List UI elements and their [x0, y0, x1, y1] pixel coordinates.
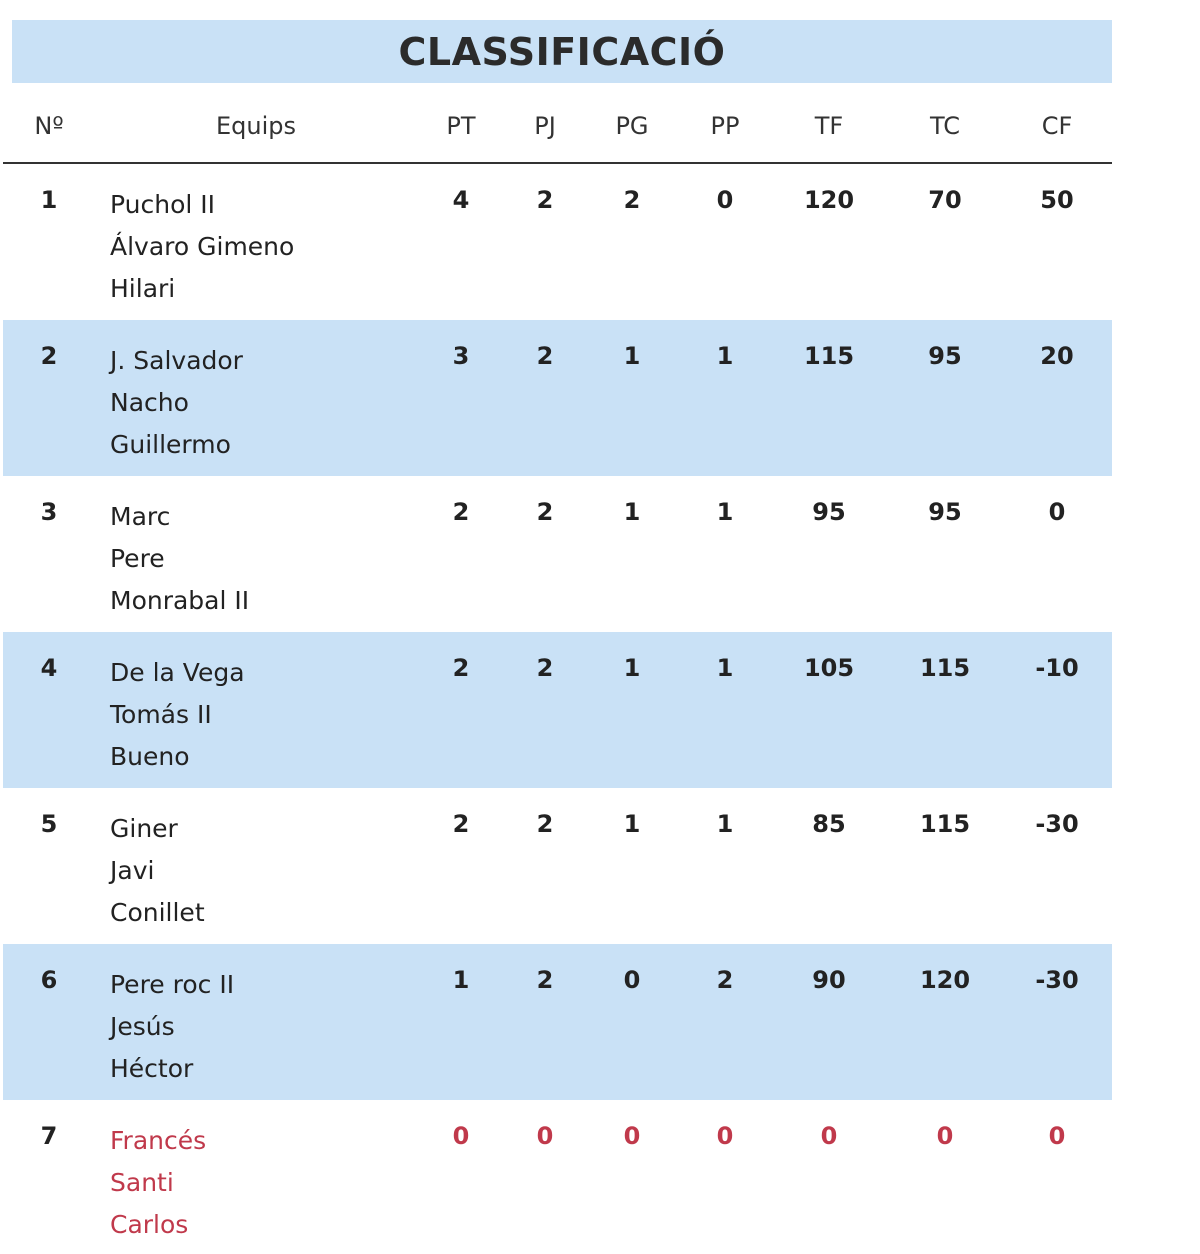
player-name: Pere roc II: [110, 970, 235, 999]
cf-cell: 20: [1040, 342, 1074, 370]
player-name: J. Salvador: [110, 346, 243, 375]
pj-cell: 2: [536, 186, 554, 214]
table-row: [3, 320, 1112, 476]
tf-cell: 90: [812, 966, 846, 994]
pp-cell: 1: [716, 810, 734, 838]
player-name: Puchol II: [110, 190, 216, 219]
team-players: [110, 964, 234, 1090]
pp-cell: 1: [716, 498, 734, 526]
player-name: Francés: [110, 1126, 207, 1155]
table-row: [3, 632, 1112, 788]
player-name: Nacho: [110, 388, 189, 417]
cf-cell: -30: [1035, 810, 1079, 838]
table-row: [3, 944, 1112, 1100]
team-players: [110, 340, 243, 466]
pp-cell: 0: [716, 186, 734, 214]
pj-cell: 2: [536, 810, 554, 838]
tf-cell: 85: [812, 810, 846, 838]
tc-cell: 120: [919, 966, 971, 994]
pp-cell: 1: [716, 342, 734, 370]
tc-cell: 95: [928, 342, 962, 370]
pg-cell: 1: [623, 498, 641, 526]
tc-cell: 115: [919, 810, 971, 838]
col-header-tc: TC: [929, 112, 961, 140]
tc-cell: 70: [928, 186, 962, 214]
pg-cell: 2: [623, 186, 641, 214]
col-header-tf: TF: [814, 112, 844, 140]
tc-cell: 95: [928, 498, 962, 526]
tc-cell: 115: [919, 654, 971, 682]
pp-cell: 2: [716, 966, 734, 994]
tf-cell: 115: [803, 342, 855, 370]
player-name: Monrabal II: [110, 586, 250, 615]
table-row: [3, 1100, 1112, 1254]
team-players: [110, 184, 294, 310]
player-name: Hilari: [110, 274, 176, 303]
pj-cell: 2: [536, 498, 554, 526]
pg-cell: 0: [623, 1122, 641, 1150]
team-players: [110, 496, 249, 622]
player-name: Pere: [110, 544, 165, 573]
col-header-pt: PT: [446, 112, 476, 140]
col-header-pp: PP: [710, 112, 740, 140]
player-name: Héctor: [110, 1054, 194, 1083]
player-name: Guillermo: [110, 430, 231, 459]
player-name: Álvaro Gimeno: [110, 232, 295, 261]
player-name: Javi: [110, 856, 155, 885]
cf-cell: 0: [1048, 498, 1066, 526]
player-name: Santi: [110, 1168, 174, 1197]
pg-cell: 1: [623, 654, 641, 682]
player-name: Bueno: [110, 742, 190, 771]
pp-cell: 1: [716, 654, 734, 682]
pt-cell: 2: [452, 498, 470, 526]
player-name: Carlos: [110, 1210, 189, 1239]
pg-cell: 0: [623, 966, 641, 994]
table-row: [3, 476, 1112, 632]
player-name: Jesús: [110, 1012, 175, 1041]
table-row: [3, 164, 1112, 320]
col-header-pj: PJ: [534, 112, 556, 140]
pg-cell: 1: [623, 342, 641, 370]
pp-cell: 0: [716, 1122, 734, 1150]
tf-cell: 120: [803, 186, 855, 214]
team-players: [110, 652, 245, 778]
cf-cell: 0: [1048, 1122, 1066, 1150]
team-players: [110, 1120, 206, 1246]
pj-cell: 2: [536, 342, 554, 370]
table-row: [3, 788, 1112, 944]
pt-cell: 3: [452, 342, 470, 370]
player-name: De la Vega: [110, 658, 245, 687]
position-cell: 7: [40, 1122, 58, 1150]
cf-cell: -10: [1035, 654, 1079, 682]
col-header-cf: CF: [1041, 112, 1073, 140]
pj-cell: 0: [536, 1122, 554, 1150]
cf-cell: 50: [1040, 186, 1074, 214]
player-name: Marc: [110, 502, 171, 531]
player-name: Conillet: [110, 898, 205, 927]
col-header-pg: PG: [615, 112, 649, 140]
table-header: [3, 98, 1112, 164]
player-name: Tomás II: [110, 700, 212, 729]
position-cell: 1: [40, 186, 58, 214]
pt-cell: 0: [452, 1122, 470, 1150]
position-cell: 4: [40, 654, 58, 682]
pj-cell: 2: [536, 654, 554, 682]
tf-cell: 0: [820, 1122, 838, 1150]
tf-cell: 95: [812, 498, 846, 526]
title-bar: [12, 20, 1112, 83]
pg-cell: 1: [623, 810, 641, 838]
tf-cell: 105: [803, 654, 855, 682]
pt-cell: 4: [452, 186, 470, 214]
position-cell: 6: [40, 966, 58, 994]
pt-cell: 2: [452, 654, 470, 682]
col-header-position: Nº: [34, 112, 64, 140]
cf-cell: -30: [1035, 966, 1079, 994]
position-cell: 2: [40, 342, 58, 370]
team-players: [110, 808, 205, 934]
pj-cell: 2: [536, 966, 554, 994]
position-cell: 5: [40, 810, 58, 838]
tc-cell: 0: [936, 1122, 954, 1150]
page-title: CLASSIFICACIÓ: [398, 29, 726, 74]
player-name: Giner: [110, 814, 178, 843]
position-cell: 3: [40, 498, 58, 526]
pt-cell: 1: [452, 966, 470, 994]
pt-cell: 2: [452, 810, 470, 838]
col-header-teams: Equips: [215, 112, 297, 140]
